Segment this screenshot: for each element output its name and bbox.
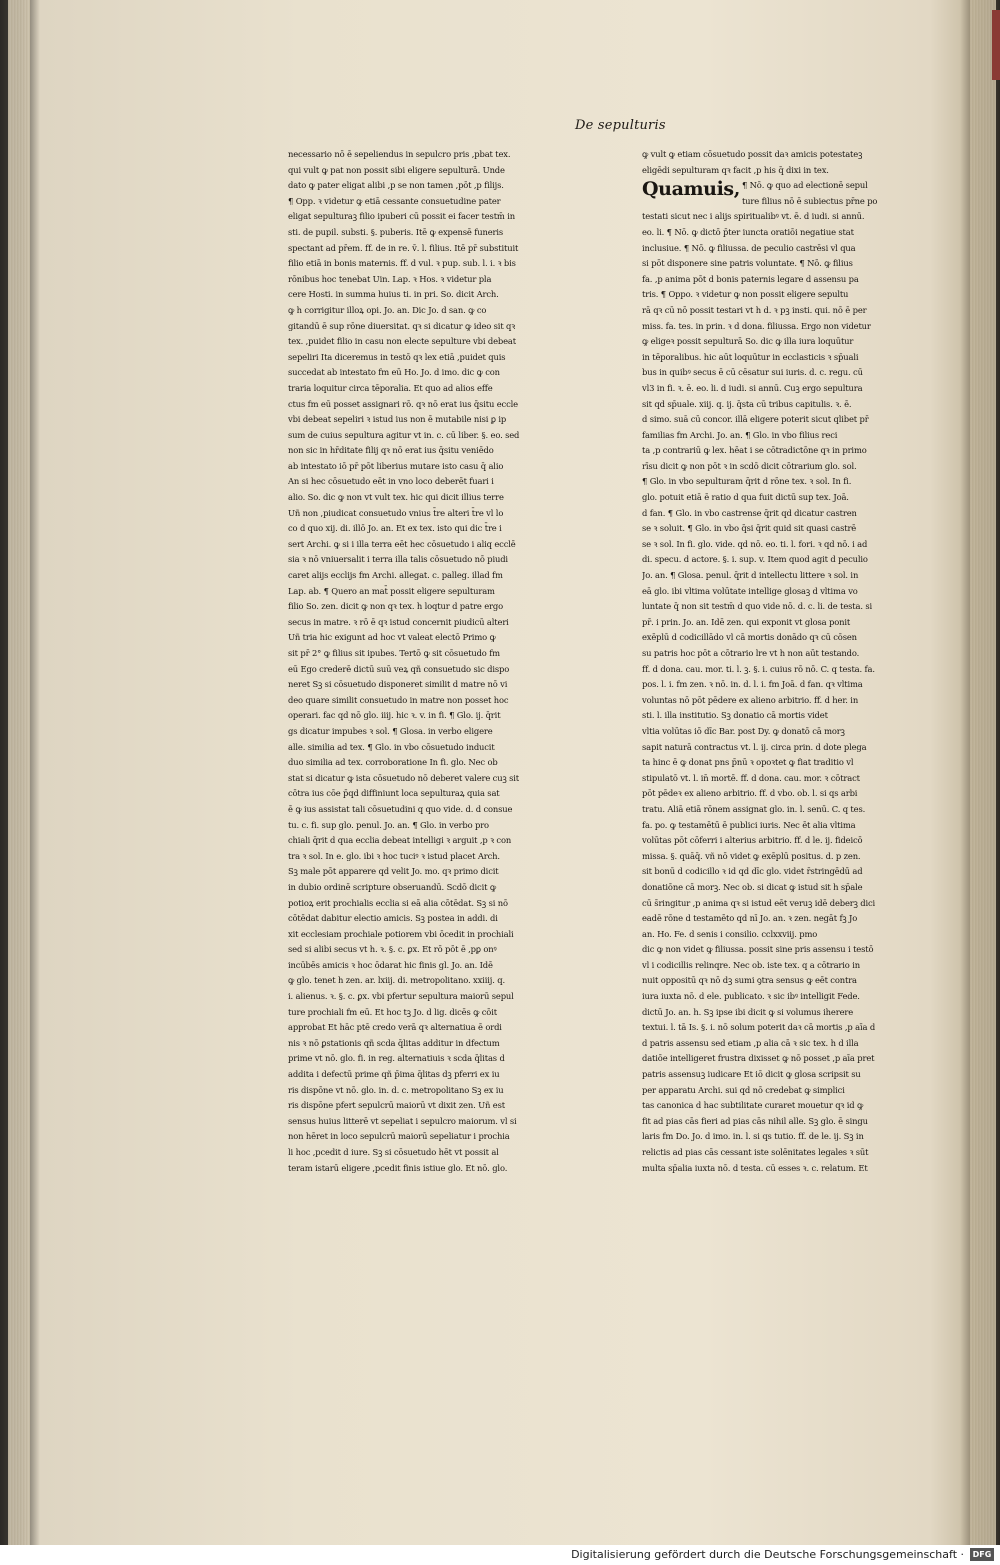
text-line: filio So. zen. dicit ꝙ non qꝛ tex. h loqtur d patre ergo [288,601,504,612]
decorated-initial-word: Quamuis, [642,178,740,201]
text-line: eligat sepulturaꝫ filio ipuberi cū possit ei facer testm̄ in [288,211,515,222]
text-line: cere Hosti. in summa huius ti. in pri. So. dicit Arch. [288,289,499,300]
text-line: alle. similia ad tex. ¶ Glo. in vbo cōsuetudo inducit [288,741,495,752]
text-line: sepeliri Ita diceremus in testō qꝛ lex etiā ,puidet quis [288,351,506,362]
text-line: gs dicatur impubes ꝛ sol. ¶ Glosa. in verbo eligere [288,725,493,736]
text-line: se ꝛ sol. In fi. glo. vide. qd nō. eo. ti. l. fori. ꝛ qd nō. i ad [642,538,868,549]
text-line: in tēporalibus. hic aūt loquūtur in ecclasticis ꝛ sp̄uali [642,351,859,362]
text-line: vl i codicillis relinqre. Nec ob. iste tex. q a cōtrario in [642,959,860,970]
text-line: eā glo. ibi vltima volūtate intellige glosaꝫ d vltima vo [642,585,858,596]
text-line: pos. l. i. fm zen. ꝛ nō. in. d. l. i. fm Joā. d fan. qꝛ vltima [642,679,863,690]
text-line: su patris hoc pōt a cōtrario lre vt h non aūt testando. [642,648,860,658]
text-line: ta hinc ē ꝙ donat pns p̄nū ꝛ opoꝛtet ꝙ fiat traditio vl [642,757,854,768]
text-line: sit bonū d codicillo ꝛ id qd dīc glo. videt r̄stringēdū ad [642,866,863,877]
text-line: non hēret in loco sepulcrū maiorū sepeliatur i prochia [288,1131,510,1142]
text-line: eo. li. ¶ Nō. ꝙ dictō p̄ter iuncta oratiōi negatiue stat [642,226,854,237]
text-line: di. specu. d actore. §. i. sup. v. Item quod agit d peculio [642,554,868,565]
text-line: eligēdi sepulturam qꝛ facit ,p his q̄ dixi in tex. [642,164,829,175]
text-line: eū Ego crederē dictū suū veꝝ qñ consuetudo sic dispo [288,663,510,674]
text-line: fit ad pias cās fieri ad pias cās nihil alle. Sꝫ glo. ē singu [642,1115,868,1126]
text-line: Uñ tria hic exigunt ad hoc vt valeat electō Primo ꝙ [288,632,496,643]
text-line: ꝙ vult ꝙ etiam cōsuetudo possit daꝛ amicis potestateꝫ [642,149,863,159]
text-line: patris assensuꝫ iudicare Et iō dicit ꝙ glosa scripsit su [642,1069,861,1080]
text-line: ¶ Opp. ꝛ videtur ꝙ etiā cessante consuetudine pater [288,195,501,206]
text-line: An si hec cōsuetudo eēt in vno loco deberēt fuari i [288,476,494,487]
text-line: spectant ad pr̄em. ff. de in re. v̄. l. filius. Itē pr̄ substituit [288,242,519,253]
text-line: tas canonica d hac subtilitate curaret mouetur qꝛ id ꝙ [642,1100,864,1111]
text-line: sit pr̄ 2° ꝙ filius sit ipubes. Tertō ꝙ sit cōsuetudo fm [288,648,500,658]
text-line: d fan. ¶ Glo. in vbo castrense q̄rit qd dicatur castren [642,507,857,518]
text-line: sum de cuius sepultura agitur vt in. c. cū liber. §. eo. sed [288,429,520,440]
text-line: ff. d dona. cau. mor. ti. l. ꝫ. §. i. cuius rō nō. C. q testa. fa. [642,663,875,674]
running-head: De sepulturis [575,118,666,133]
text-line: sti. l. illa institutio. Sꝫ donatio cā mortis videt [642,710,828,721]
text-line: ture filius nō ē subiectus pr̄ne po [741,195,878,206]
text-line: laris fm Do. Jo. d imo. in. l. si qs tutio. ff. de le. ij. Sꝫ in [642,1131,864,1142]
text-line: sia ꝛ nō vniuersalit i terra illa talis cōsuetudo nō piudi [288,554,508,565]
text-line: ꝙ glo. tenet h zen. ar. lxiij. di. metropolitano. xxiiij. q. [288,975,505,986]
text-line: inclusiue. ¶ Nō. ꝙ filiussa. de peculio castrēsi vl qua [642,242,856,253]
text-line: ꝙ h corrigitur illoꝝ opi. Jo. an. Dic Jo. d san. ꝙ co [288,304,487,315]
text-line: vl3 in fi. ꝛ. ē. eo. li. d iudi. si annū. Cuꝫ ergo sepultura [642,382,863,393]
text-line: volūtas pōt cōferri i alterius arbitrio. ff. d le. ij. fideicō [642,835,863,846]
text-line: ē ꝙ ius assistat tali cōsuetudini q quo vide. d. d consue [288,803,513,814]
text-line: pōt pēdeꝛ ex alieno arbitrio. ff. d vbo. ob. l. si qs arbi [642,788,858,799]
text-line: cōtēdat dabitur electio amicis. Sꝫ postea in addi. di [288,913,498,924]
text-line: d patris assensu sed etiam ,p alia cā ꝛ sic tex. h d illa [642,1037,859,1048]
text-line: ab intestato iō pr̄ pōt liberius mutare isto casu q̄ alio [288,460,504,471]
text-line: tex. ,puidet filio in casu non electe sepulture vbi debeat [288,336,516,347]
right-text-column [642,147,939,1232]
text-line: bus in quibꝰ secus ē cū cēsatur sui iuris. d. c. regu. cū [642,367,863,378]
text-line: multa sp̄alia iuxta nō. d testa. cū esses ꝛ. c. relatum. Et [642,1162,868,1173]
text-line: voluntas nō pōt pēdere ex alieno arbitrio. ff. d her. in [642,694,859,705]
text-line: ris dispōne vt nō. glo. in. d. c. metropolitano Sꝫ ex iu [288,1084,504,1095]
text-line: vltia volūtas iō dīc Bar. post Dy. ꝙ donatō cā morꝫ [642,725,845,736]
text-line: ꝙ eligeꝛ possit sepulturā So. dic ꝙ illa iura loquūtur [642,336,854,347]
text-line: dictū Jo. an. h. Sꝫ ipse ibi dicit ꝙ si volumus iherere [642,1006,854,1017]
text-line: Jo. an. ¶ Glosa. penul. q̄rit d intellectu littere ꝛ sol. in [642,570,859,581]
text-line: stipulatō vt. l. in̄ mortē. ff. d dona. cau. mor. ꝛ cōtract [642,772,860,783]
text-line: miss. fa. tes. in prin. ꝛ d dona. filiussa. Ergo non videtur [642,320,871,331]
text-line: per apparatu Archi. sui qd nō credebat ꝙ simplici [642,1084,845,1095]
digitization-footer [0,1545,1000,1565]
text-line: Lap. ab. ¶ Quero an mat̄ possit eligere sepulturam [288,585,495,596]
text-line: dic ꝙ non videt ꝙ filiussa. possit sine pris assensu i testō [642,944,874,955]
text-line: ris dispōne pfert sepulcrū maiorū vt dixit zen. Uñ est [288,1100,505,1111]
text-line: succedat ab intestato fm eū Ho. Jo. d imo. dic ꝙ con [288,367,500,378]
text-line: rōnibus hoc tenebat Uin. Lap. ꝛ Hos. ꝛ videtur pla [288,273,492,284]
text-line: i. alienus. ꝛ. §. c. ꝑx. vbi pfertur sepultura maiorū sepul [288,991,514,1002]
text-line: co d quo xij. di. illō Jo. an. Et ex tex. isto qui dic t̄re i [288,523,502,534]
text-line: pr̄. i prin. Jo. an. Idē zen. qui exponit vt glosa ponit [642,616,851,627]
text-line: sed si alibi secus vt h. ꝛ. §. c. ꝑx. Et rō pōt ē ,pꝑ onꝰ [288,944,497,955]
text-line: ta ,p contrariū ꝙ lex. hēat i se cōtradictōne qꝛ in primo [642,445,867,456]
footer-credit-text: Digitalisierung gefördert durch die Deutsche Forschungsgemeinschaft · [571,1548,964,1561]
text-line: Sꝫ male pōt apparere qd velit Jo. mo. qꝛ primo dicit [288,866,499,877]
text-line: secus in matre. ꝛ rō ē qꝛ istud concernit piudicū alteri [288,616,509,627]
text-line: eadē rōne d testamēto qd nī Jo. an. ꝛ zen. negāt fꝫ Jo [642,913,858,924]
text-line: sapit naturā contractus vt. l. ij. circa prin. d dote plega [642,741,867,752]
text-line: ¶ Glo. in vbo sepulturam q̄rit d rōne tex. ꝛ sol. In fi. [642,476,852,487]
text-line: luntate q̄ non sit testm̄ d quo vide nō. d. c. li. de testa. si [642,601,873,612]
text-line: missa. §. quāq̄. vñ nō videt ꝙ exēplū positus. d. p zen. [642,850,861,861]
text-line: familias fm Archi. Jo. an. ¶ Glo. in vbo filius reci [642,429,838,440]
text-line: datiōe intelligeret frustra dixisset ꝙ nō posset ,p aīa pret [642,1053,875,1064]
initial-paragraph [642,178,939,209]
text-line: sensus huius litterē vt sepeliat i sepulcro maiorum. vl si [288,1115,517,1126]
text-line: sti. de pupil. substi. §. puberis. Itē ꝙ expensē funeris [288,226,504,237]
text-line: fa. po. ꝙ testamētū ē publici iuris. Nec ēt alia vltima [642,819,856,830]
text-line: incūbēs amicis ꝛ hoc ōdarat hic finis gl. Jo. an. Idē [288,959,493,970]
text-line: cū s̄ringitur ,p anima qꝛ si istud eēt veruꝫ idē deberꝫ dici [642,897,876,908]
text-line: teram istarū eligere ,pcedit finis istiue glo. Et nō. glo. [288,1162,508,1173]
text-line: testati sicut nec i alijs spiritualibꝰ vt. ē. d iudi. si annū. [642,211,865,222]
text-line: gitandū ē sup rōne diuersitat. qꝛ si dicatur ꝙ ideo sit qꝛ [288,320,516,331]
text-line: operari. fac qd nō glo. iiij. hic ꝛ. v. in fi. ¶ Glo. ij. q̄rit [288,710,501,721]
text-line: duo similia ad tex. corroboratione In fi. glo. Nec ob [288,757,498,768]
text-line: iura iuxta nō. d ele. publicato. ꝛ sic ibꝰ intelligit Fede. [642,991,860,1002]
text-line: li hoc ,pcedit d iure. Sꝫ si cōsuetudo hēt vt possit al [288,1147,499,1157]
text-line: rīsu dicit ꝙ non pōt ꝛ in scdō dicit cōtrarium glo. sol. [642,460,857,471]
text-line: fa. ,p anima pōt d bonis paternis legare d assensu pa [642,273,859,284]
text-line: prime vt nō. glo. fi. in reg. alternatiuis ꝛ scda q̄litas d [288,1053,505,1064]
text-line: deo quare similit consuetudo in matre non posset hoc [288,694,509,705]
text-line: tris. ¶ Oppo. ꝛ videtur ꝙ non possit eligere sepultu [642,289,849,300]
text-line: tu. c. fi. sup glo. penul. Jo. an. ¶ Glo. in verbo pro [288,819,489,830]
text-line: neret Sꝫ si cōsuetudo disponeret similit d matre nō vi [288,679,508,690]
text-line: potioꝝ erit prochialis ecclia si eā alia cōtēdat. Sꝫ si nō [288,897,508,908]
dfg-logo: DFG [970,1548,994,1561]
text-line: approbat Et hāc ptē credo verā qꝛ alternatiua ē ordi [288,1022,502,1033]
right-page-edges [970,0,996,1545]
text-line: d simo. suā cū concor. illā eligere poterit sicut qlibet pr̄ [642,414,869,425]
text-line: qui vult ꝙ pat non possit sibi eligere sepulturā. Unde [288,164,505,175]
text-line: addita i defectū prime qñ p̄ima q̄litas dꝫ pferri ex iu [288,1069,500,1080]
color-bookmark-tab [992,10,1000,80]
text-line: relictis ad pias cās cessant iste solēnitates legales ꝛ sūt [642,1147,869,1157]
text-line: ¶ Nō. ꝙ quo ad electionē sepul [741,180,868,191]
text-line: rā qꝛ cū nō possit testari vt h d. ꝛ pꝫ insti. qui. nō ē per [642,304,867,315]
text-line: alio. So. dic ꝙ non vt vult tex. hic qui dicit illius terre [288,492,504,503]
text-line: caret alijs ecclijs fm Archi. allegat. c. palleg. illad fm [288,570,503,581]
text-line: exēplū d codicillādo vl cā mortis donādo qꝛ cū cōsen [642,632,857,643]
text-line: Uñ non ,piudicat consuetudo vnius t̄re alteri t̄re vl lo [288,507,504,518]
text-line: tratu. Aliā etiā rōnem assignat glo. in. l. senū. C. q tes. [642,803,866,814]
text-line: sert Archi. ꝙ si i illa terra eēt hec cōsuetudo i aliq ecclē [288,538,516,549]
text-line: non sic in hr̄ditate filij qꝛ nō erat ius q̄situ veniēdo [288,445,494,456]
text-line: an. Ho. Fe. d senis i consilio. cclxxviij. pmo [642,928,818,939]
text-line: glo. potuit etiā ē ratio d qua fuit dictū sup tex. Joā. [642,492,849,503]
text-line: si pōt disponere sine patris voluntate. ¶ Nō. ꝙ filius [642,258,853,269]
text-line: nuit oppositū qꝛ nō dꝫ sumi ꝯtra sensus ꝙ eēt contra [642,975,857,986]
text-line: filio etiā in bonis maternis. ff. d vul. ꝛ pup. sub. l. i. ꝛ bis [288,258,516,269]
text-line: traria loquitur circa tēporalia. Et quo ad alios effe [288,382,493,393]
text-line: stat si dicatur ꝙ ista cōsuetudo nō deberet valere cuꝫ sit [288,772,519,783]
text-line: se ꝛ soluit. ¶ Glo. in vbo q̄si q̄rit quid sit quasi castrē [642,523,857,534]
text-line: tra ꝛ sol. In e. glo. ibi ꝛ hoc tuciꝰ ꝛ istud placet Arch. [288,850,500,861]
text-line: ture prochiali fm eū. Et hoc tꝫ Jo. d lig. dicēs ꝙ cōit [288,1006,497,1017]
text-line: dato ꝙ pater eligat alibi ,p se non tamen ,pōt ,p filijs. [288,180,504,191]
text-line: in dubio ordinē scripture obseruandū. Scdō dicit ꝙ [288,881,496,892]
left-page-edges [8,0,30,1545]
text-line: donatiōne cā morꝫ. Nec ob. si dicat ꝙ istud sit h sp̄ale [642,881,863,892]
text-line: vbi debeat sepeliri ꝛ istud ius non ē mutabile nisi ꝑ ip [288,414,507,425]
text-line: chiali q̄rit d qua ecclia debeat intelligi ꝛ arguit ,p ꝛ con [288,835,512,846]
text-line: ctus fm eū posset assignari rō. qꝛ nō erat ius q̄situ eccle [288,398,518,409]
text-line: textui. l. tā Is. §. i. nō solum poterit daꝛ cā mortis ,p aīa d [642,1022,876,1033]
text-line: xit ecclesiam prochiale potiorem vbi ōcedit in prochiali [288,928,514,939]
text-line: necessario nō ē sepeliendus in sepulcro pris ,pbat tex. [288,149,511,159]
left-text-column [288,147,568,1247]
text-line: sit qd sp̄uale. xiij. q. ij. q̄sta cū tribus capitulis. ꝛ. ē. [642,398,852,409]
text-line: nis ꝛ nō ꝑstationis qñ scda q̄litas additur in dfectum [288,1037,500,1048]
text-line: cōtra ius cōe p̄qd diffiniunt loca sepulturaꝝ quia sat [288,788,500,799]
